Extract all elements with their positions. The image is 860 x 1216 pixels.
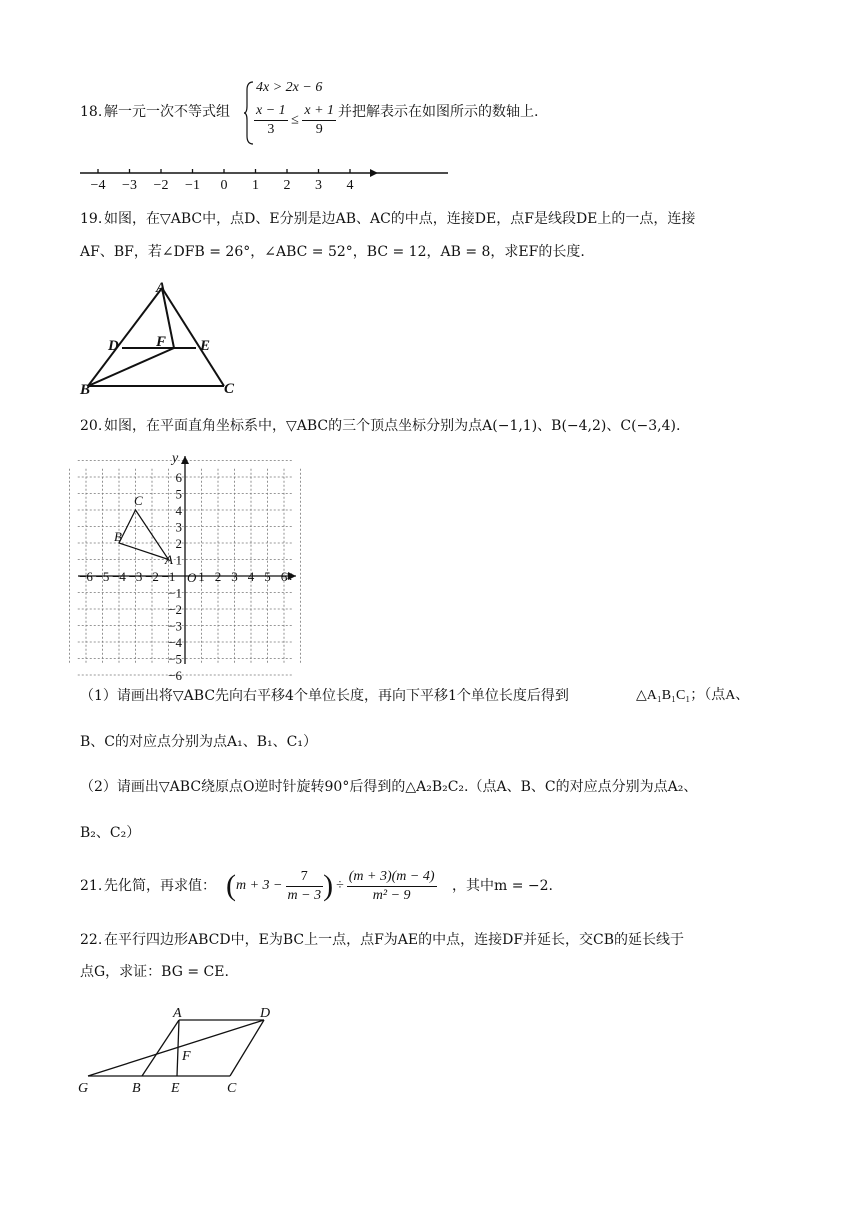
- number-line-tick-label: 0: [220, 178, 228, 193]
- q18-frac-left-den: 3: [267, 122, 275, 137]
- x-tick-label: −5: [95, 569, 110, 584]
- q19-line2: AF、BF，若∠DFB = 26°，∠ABC = 52°，BC = 12，AB = 8，求EF的长度.: [80, 244, 585, 260]
- q19-label-A: A: [156, 280, 167, 296]
- y-tick-label: −1: [168, 585, 182, 601]
- x-tick-label: −3: [128, 569, 143, 584]
- q21-div: ÷: [336, 878, 344, 893]
- number-line-tick-label: 4: [346, 178, 354, 193]
- y-axis-arrow-icon: [181, 456, 189, 464]
- x-tick-label: 2: [214, 569, 222, 584]
- q21-lead: 先化简，再求值：: [104, 878, 216, 894]
- q19-label-C: C: [224, 381, 235, 397]
- q20-part1-line2: B、C的对应点分别为点A₁、B₁、C₁）: [80, 734, 317, 750]
- q21-frac1-num: 7: [286, 868, 324, 887]
- y-tick-label: −6: [168, 668, 182, 683]
- y-tick-label: 3: [175, 519, 182, 535]
- y-tick-label: 2: [175, 536, 182, 551]
- x-tick-label: 1: [198, 569, 205, 584]
- q21-frac2-num: (m + 3)(m − 4): [347, 868, 437, 887]
- q18-number-line: [78, 162, 378, 194]
- q18-number: 18.: [80, 104, 103, 120]
- q22-label-C: C: [227, 1081, 237, 1096]
- q22-label-B: B: [132, 1081, 141, 1096]
- q20-coordinate-grid: [76, 451, 300, 683]
- q21-expr-a: m + 3 −: [236, 878, 283, 893]
- q18-tail: 并把解表示在如图所示的数轴上.: [338, 104, 539, 120]
- x-tick-label: 6: [280, 569, 288, 584]
- q18-ineq1: 4x > 2x − 6: [256, 80, 323, 95]
- q21-expression: ( m + 3 − $\frac{7}{m - 3}$ ) ÷ $\frac{(m + 3)(m - 4)}{\text{m² − 9}}$: [226, 868, 435, 903]
- q21-frac2-den: m² − 9: [372, 887, 411, 903]
- q19-line1: 如图，在▽ABC中，点D、E分别是边AB、AC的中点，连接DE，点F是线段DE上的一点，连接: [104, 211, 696, 227]
- q21-frac1-den: m − 3: [287, 887, 322, 903]
- q22-parallelogram-figure: [74, 1002, 284, 1098]
- x-tick-label: −6: [79, 569, 93, 584]
- q20-point-C-label: C: [134, 493, 143, 508]
- q18-frac-right-den: 9: [315, 122, 323, 137]
- y-tick-label: −5: [168, 651, 182, 667]
- q22-label-G: G: [78, 1081, 89, 1096]
- y-tick-label: −3: [168, 618, 182, 634]
- q20-number: 20.: [80, 418, 103, 434]
- q20-part1-line1: （1）请画出将▽ABC先向右平移4个单位长度，再向下平移1个单位长度后得到: [80, 688, 569, 704]
- q20-axis-y-label: y: [172, 451, 179, 466]
- q19-label-F: F: [156, 334, 167, 350]
- number-line-tick-label: −3: [122, 178, 137, 193]
- y-tick-label: 1: [175, 552, 182, 568]
- q18-lead: 解一元一次不等式组: [104, 104, 230, 120]
- q19-label-B: B: [80, 382, 91, 398]
- q22-number: 22.: [80, 932, 103, 948]
- number-line-tick-label: −2: [153, 178, 169, 193]
- q22-label-F: F: [182, 1049, 191, 1064]
- y-tick-label: 5: [175, 486, 182, 502]
- y-tick-label: −4: [168, 635, 182, 650]
- q22-label-E: E: [171, 1081, 180, 1096]
- q19-number: 19.: [80, 211, 103, 227]
- q22-label-A: A: [173, 1006, 182, 1021]
- y-tick-label: 4: [175, 503, 182, 518]
- q22-line2: 点G，求证：BG = CE.: [80, 964, 229, 980]
- q20-point-B-label: B: [114, 529, 122, 544]
- x-tick-label: 3: [231, 569, 238, 584]
- q22-line1: 在平行四边形ABCD中，E为BC上一点，点F为AE的中点，连接DF并延长，交CB的延长线于: [104, 932, 685, 948]
- x-tick-label: 5: [264, 569, 271, 584]
- arrow-right-icon: [370, 169, 378, 177]
- q20-part2-line1: （2）请画出▽ABC绕原点O逆时针旋转90°后得到的△A₂B₂C₂.（点A、B、C的对应点分别为点A₂、: [80, 779, 698, 795]
- x-tick-label: −4: [112, 569, 126, 584]
- y-tick-label: 6: [175, 470, 182, 485]
- number-line-tick-label: 3: [315, 178, 322, 193]
- q20-point-A-label: A: [165, 552, 173, 567]
- q21-tail: ，其中m = −2.: [452, 878, 553, 894]
- q20-part1-triangle: △A₁B₁C₁；（点A、: [636, 688, 750, 703]
- q19-triangle-figure: [76, 276, 246, 398]
- q21-number: 21.: [80, 878, 103, 894]
- q20-intro: 如图，在平面直角坐标系中，▽ABC的三个顶点坐标分别为点A(−1,1)、B(−4,2)、C(−3,4).: [104, 418, 681, 434]
- x-tick-label: −2: [145, 569, 159, 584]
- q20-triangle-abc: [119, 510, 169, 560]
- q20-part2-line2: B₂、C₂）: [80, 825, 141, 841]
- q18-frac-right-num: x + 1: [302, 102, 336, 121]
- q18-ineq2: [254, 102, 336, 139]
- number-line-tick-label: 1: [252, 178, 259, 193]
- q18-frac-left-num: x − 1: [254, 102, 288, 121]
- q19-label-D: D: [108, 338, 119, 354]
- q22-label-D: D: [260, 1006, 271, 1021]
- y-tick-label: −2: [168, 602, 182, 617]
- q18-relation: ≤: [291, 112, 299, 128]
- q20-origin-label: O: [187, 570, 197, 585]
- number-line-tick-label: −4: [90, 178, 106, 193]
- number-line-tick-label: −1: [185, 178, 200, 193]
- number-line-tick-label: 2: [283, 178, 291, 193]
- x-tick-label: 4: [247, 569, 255, 584]
- q19-label-E: E: [200, 338, 211, 354]
- x-tick-label: −1: [161, 569, 176, 584]
- q20-axis-x-label: x: [286, 569, 293, 584]
